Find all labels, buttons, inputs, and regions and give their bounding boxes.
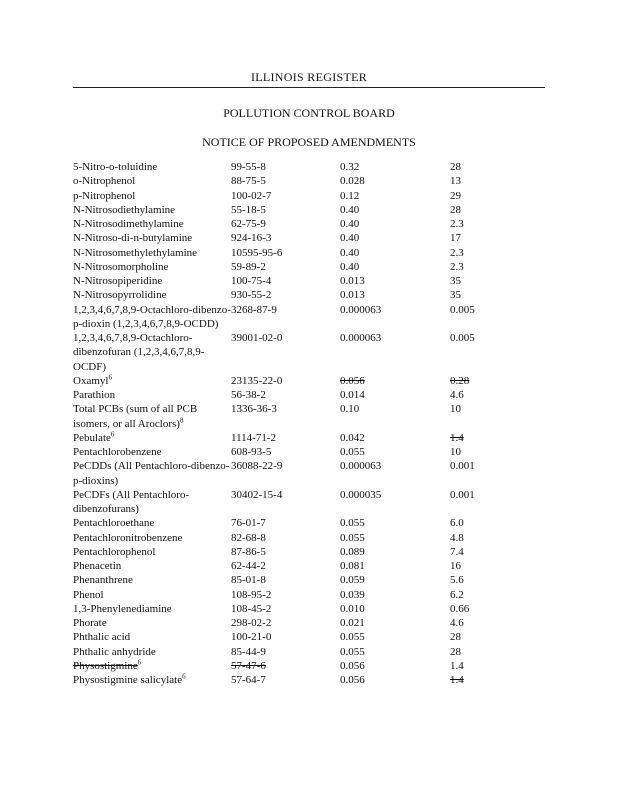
wastewater-standard: 0.000035: [340, 488, 382, 501]
constituent-name: Pentachloroethane: [73, 517, 155, 530]
constituent-name: N-Nitrosopyrrolidine: [73, 289, 167, 302]
cas-number: 1336-36-3: [231, 403, 277, 416]
wastewater-standard: 0.028: [340, 175, 365, 188]
wastewater-standard: 0.089: [340, 545, 365, 558]
table-row: [73, 588, 510, 602]
table-row: [73, 160, 510, 174]
constituent-name: N-Nitrosopiperidine: [73, 275, 163, 287]
cas-number: 59-89-2: [231, 260, 266, 273]
table-row: [73, 388, 510, 402]
constituent-name-cell: [73, 616, 231, 630]
table-row: [73, 616, 510, 630]
constituent-name: N-Nitrosomethylethylamine: [73, 246, 198, 259]
cas-number: 55-18-5: [231, 203, 266, 216]
constituent-name: Physostigmine: [73, 659, 138, 672]
constituent-name: Phorate: [73, 617, 107, 629]
constituent-name-cell: [73, 402, 231, 431]
footnote-ref: 8: [179, 415, 184, 424]
constituent-name-cell: [73, 431, 231, 445]
wastewater-standard: 0.013: [340, 275, 365, 287]
nonwastewater-standard: 0.28: [450, 374, 470, 387]
wastewater-standard: 0.40: [340, 218, 360, 230]
wastewater-standard: 0.40: [340, 260, 360, 273]
constituent-name-cell: [73, 203, 231, 217]
table-row: [73, 659, 510, 673]
wastewater-standard: 0.013: [340, 289, 365, 302]
cas-number: 608-93-5: [231, 446, 272, 458]
nonwastewater-standard: 2.3: [450, 246, 464, 259]
nonwastewater-standard: 6.0: [450, 517, 464, 530]
constituent-name-cell: [73, 645, 231, 659]
constituent-name-cell: [73, 545, 231, 559]
cas-number: 62-75-9: [231, 218, 266, 230]
cas-number: 924-16-3: [231, 232, 272, 245]
wastewater-standard: 0.056: [340, 674, 365, 686]
constituent-name-cell: [73, 374, 231, 388]
constituent-name: Oxamyl: [73, 374, 109, 387]
board-name: POLLUTION CONTROL BOARD: [223, 106, 395, 120]
nonwastewater-standard: 2.3: [450, 260, 464, 273]
nonwastewater-standard: 1.4: [450, 431, 464, 444]
nonwastewater-standard: 4.6: [450, 389, 464, 401]
wastewater-standard: 0.021: [340, 617, 365, 629]
table-row: [73, 203, 510, 217]
table-row: [73, 246, 510, 260]
table-row: [73, 459, 510, 488]
constituent-name: Total PCBs (sum of all PCB isomers, or all Aroclors): [73, 403, 198, 430]
constituent-name: Pentachlorobenzene: [73, 446, 162, 458]
constituent-name-cell: [73, 573, 231, 587]
wastewater-standard: 0.056: [340, 374, 365, 387]
constituent-name-cell: [73, 174, 231, 188]
cas-number: 100-02-7: [231, 189, 272, 202]
footnote-ref: 6: [108, 373, 112, 382]
constituent-name: N-Nitrosomorpholine: [73, 260, 169, 273]
cas-number: 56-38-2: [231, 389, 266, 401]
constituent-name: Phthalic anhydride: [73, 645, 156, 658]
constituent-name: N-Nitrosodimethylamine: [73, 218, 184, 230]
constituent-name-cell: [73, 246, 231, 260]
cas-number: 930-55-2: [231, 289, 272, 302]
table-row: [73, 374, 510, 388]
table-row: [73, 274, 510, 288]
nonwastewater-standard: 10: [450, 403, 461, 416]
constituent-name-cell: [73, 659, 231, 673]
table-row: [73, 331, 510, 374]
table-row: [73, 531, 510, 545]
nonwastewater-standard: 0.001: [450, 488, 475, 501]
table-row: [73, 559, 510, 573]
constituent-name-cell: [73, 630, 231, 644]
header-rule: [73, 87, 545, 88]
nonwastewater-standard: 1.4: [450, 659, 464, 672]
cas-number: 100-21-0: [231, 631, 272, 644]
nonwastewater-standard: 4.6: [450, 617, 464, 629]
cas-number: 85-44-9: [231, 645, 266, 658]
constituents-table: [73, 160, 510, 687]
footnote-ref: 6: [137, 658, 142, 667]
cas-number: 88-75-5: [231, 175, 266, 188]
cas-number: 108-95-2: [231, 588, 272, 601]
nonwastewater-standard: 10: [450, 446, 461, 458]
cas-number: 87-86-5: [231, 545, 266, 558]
constituent-name: PeCDFs (All Pentachloro-dibenzofurans): [73, 488, 190, 515]
footnote-ref: 6: [110, 430, 115, 439]
wastewater-standard: 0.081: [340, 560, 365, 572]
constituent-name: Phthalic acid: [73, 631, 131, 644]
cas-number: 100-75-4: [231, 275, 272, 287]
constituent-name-cell: [73, 516, 231, 530]
constituent-name: 1,3-Phenylenediamine: [73, 602, 172, 615]
cas-number: 99-55-8: [231, 161, 266, 173]
wastewater-standard: 0.000063: [340, 303, 382, 316]
table-row: [73, 231, 510, 245]
wastewater-standard: 0.12: [340, 189, 360, 202]
table-row: [73, 630, 510, 644]
nonwastewater-standard: 2.3: [450, 218, 464, 230]
constituent-name-cell: [73, 445, 231, 459]
constituent-name: N-Nitrosodiethylamine: [73, 203, 176, 216]
wastewater-standard: 0.055: [340, 531, 365, 544]
table-row: [73, 488, 510, 517]
nonwastewater-standard: 0.001: [450, 460, 475, 473]
constituent-name-cell: [73, 260, 231, 274]
constituent-name: Pentachloronitrobenzene: [73, 531, 183, 544]
table-row: [73, 445, 510, 459]
table-row: [73, 288, 510, 302]
nonwastewater-standard: 28: [450, 645, 461, 658]
nonwastewater-standard: 17: [450, 232, 461, 245]
constituent-name: o-Nitrophenol: [73, 175, 136, 188]
wastewater-standard: 0.010: [340, 602, 365, 615]
nonwastewater-standard: 1.4: [450, 674, 464, 686]
table-row: [73, 260, 510, 274]
wastewater-standard: 0.10: [340, 403, 360, 416]
nonwastewater-standard: 0.005: [450, 303, 475, 316]
wastewater-standard: 0.039: [340, 588, 365, 601]
nonwastewater-standard: 29: [450, 189, 461, 202]
table-row: [73, 174, 510, 188]
footnote-ref: 6: [182, 672, 186, 681]
wastewater-standard: 0.055: [340, 446, 365, 458]
constituent-name: Pentachlorophenol: [73, 545, 156, 558]
wastewater-standard: 0.40: [340, 246, 360, 259]
nonwastewater-standard: 35: [450, 275, 461, 287]
nonwastewater-standard: 13: [450, 175, 461, 188]
constituent-name-cell: [73, 559, 231, 573]
nonwastewater-standard: 16: [450, 560, 461, 572]
wastewater-standard: 0.055: [340, 517, 365, 530]
wastewater-standard: 0.000063: [340, 460, 382, 473]
constituent-name: 1,2,3,4,6,7,8,9-Octachloro-dibenzo-p-dioxin (1,2,3,4,6,7,8,9-OCDD): [73, 303, 231, 330]
constituent-name: Phenacetin: [73, 560, 122, 572]
constituent-name: p-Nitrophenol: [73, 189, 136, 202]
cas-number: 76-01-7: [231, 517, 266, 530]
cas-number: 108-45-2: [231, 602, 272, 615]
cas-number: 82-68-8: [231, 531, 266, 544]
nonwastewater-standard: 28: [450, 203, 461, 216]
constituent-name-cell: [73, 274, 231, 288]
cas-number: 36088-22-9: [231, 460, 283, 473]
constituent-name-cell: [73, 231, 231, 245]
wastewater-standard: 0.056: [340, 659, 365, 672]
table-row: [73, 602, 510, 616]
nonwastewater-standard: 0.66: [450, 602, 470, 615]
table-row: [73, 545, 510, 559]
table-row: [73, 645, 510, 659]
nonwastewater-standard: 7.4: [450, 545, 464, 558]
cas-number: 57-64-7: [231, 674, 266, 686]
cas-number: 10595-95-6: [231, 246, 283, 259]
wastewater-standard: 0.055: [340, 631, 365, 644]
table-row: [73, 217, 510, 231]
constituent-name-cell: [73, 673, 231, 687]
table-row: [73, 573, 510, 587]
constituent-name: PeCDDs (All Pentachloro-dibenzo-p-dioxins): [73, 460, 230, 487]
constituent-name: 1,2,3,4,6,7,8,9-Octachloro-dibenzofuran (1,2,3,4,6,7,8,9-OCDF): [73, 332, 205, 373]
wastewater-standard: 0.40: [340, 203, 360, 216]
constituent-name-cell: [73, 602, 231, 616]
wastewater-standard: 0.059: [340, 574, 365, 587]
cas-number: 3268-87-9: [231, 303, 277, 316]
constituent-name-cell: [73, 189, 231, 203]
constituent-name-cell: [73, 531, 231, 545]
constituent-name: Parathion: [73, 389, 116, 401]
constituent-name: Pebulate: [73, 431, 111, 444]
cas-number: 298-02-2: [231, 617, 272, 629]
table-row: [73, 516, 510, 530]
wastewater-standard: 0.014: [340, 389, 365, 401]
table-row: [73, 303, 510, 332]
nonwastewater-standard: 28: [450, 161, 461, 173]
constituent-name-cell: [73, 160, 231, 174]
constituent-name-cell: [73, 217, 231, 231]
cas-number: 1114-71-2: [231, 431, 277, 444]
wastewater-standard: 0.055: [340, 645, 365, 658]
table-row: [73, 431, 510, 445]
nonwastewater-standard: 5.6: [450, 574, 464, 587]
constituent-name-cell: [73, 588, 231, 602]
constituent-name-cell: [73, 303, 231, 332]
wastewater-standard: 0.000063: [340, 332, 382, 344]
table-row: [73, 402, 510, 431]
constituent-name-cell: [73, 388, 231, 402]
wastewater-standard: 0.042: [340, 431, 365, 444]
cas-number: 23135-22-0: [231, 374, 283, 387]
nonwastewater-standard: 4.8: [450, 531, 464, 544]
cas-number: 62-44-2: [231, 560, 266, 572]
table-row: [73, 673, 510, 687]
cas-number: 57-47-6: [231, 659, 266, 672]
nonwastewater-standard: 6.2: [450, 588, 464, 601]
nonwastewater-standard: 35: [450, 289, 461, 302]
table-row: [73, 189, 510, 203]
constituent-name: 5-Nitro-o-toluidine: [73, 161, 158, 173]
constituent-name: Physostigmine salicylate: [73, 674, 183, 686]
cas-number: 30402-15-4: [231, 488, 283, 501]
constituent-name-cell: [73, 288, 231, 302]
nonwastewater-standard: 28: [450, 631, 461, 644]
notice-title: NOTICE OF PROPOSED AMENDMENTS: [202, 135, 416, 149]
constituent-name: Phenanthrene: [73, 574, 133, 587]
wastewater-standard: 0.32: [340, 161, 360, 173]
nonwastewater-standard: 0.005: [450, 332, 475, 344]
cas-number: 85-01-8: [231, 574, 266, 587]
constituent-name: Phenol: [73, 588, 104, 601]
constituent-name-cell: [73, 331, 231, 374]
constituent-name-cell: [73, 488, 231, 517]
wastewater-standard: 0.40: [340, 232, 360, 245]
constituent-name: N-Nitroso-di-n-butylamine: [73, 232, 193, 245]
cas-number: 39001-02-0: [231, 332, 283, 344]
register-title: ILLINOIS REGISTER: [250, 70, 368, 84]
constituent-name-cell: [73, 459, 231, 488]
